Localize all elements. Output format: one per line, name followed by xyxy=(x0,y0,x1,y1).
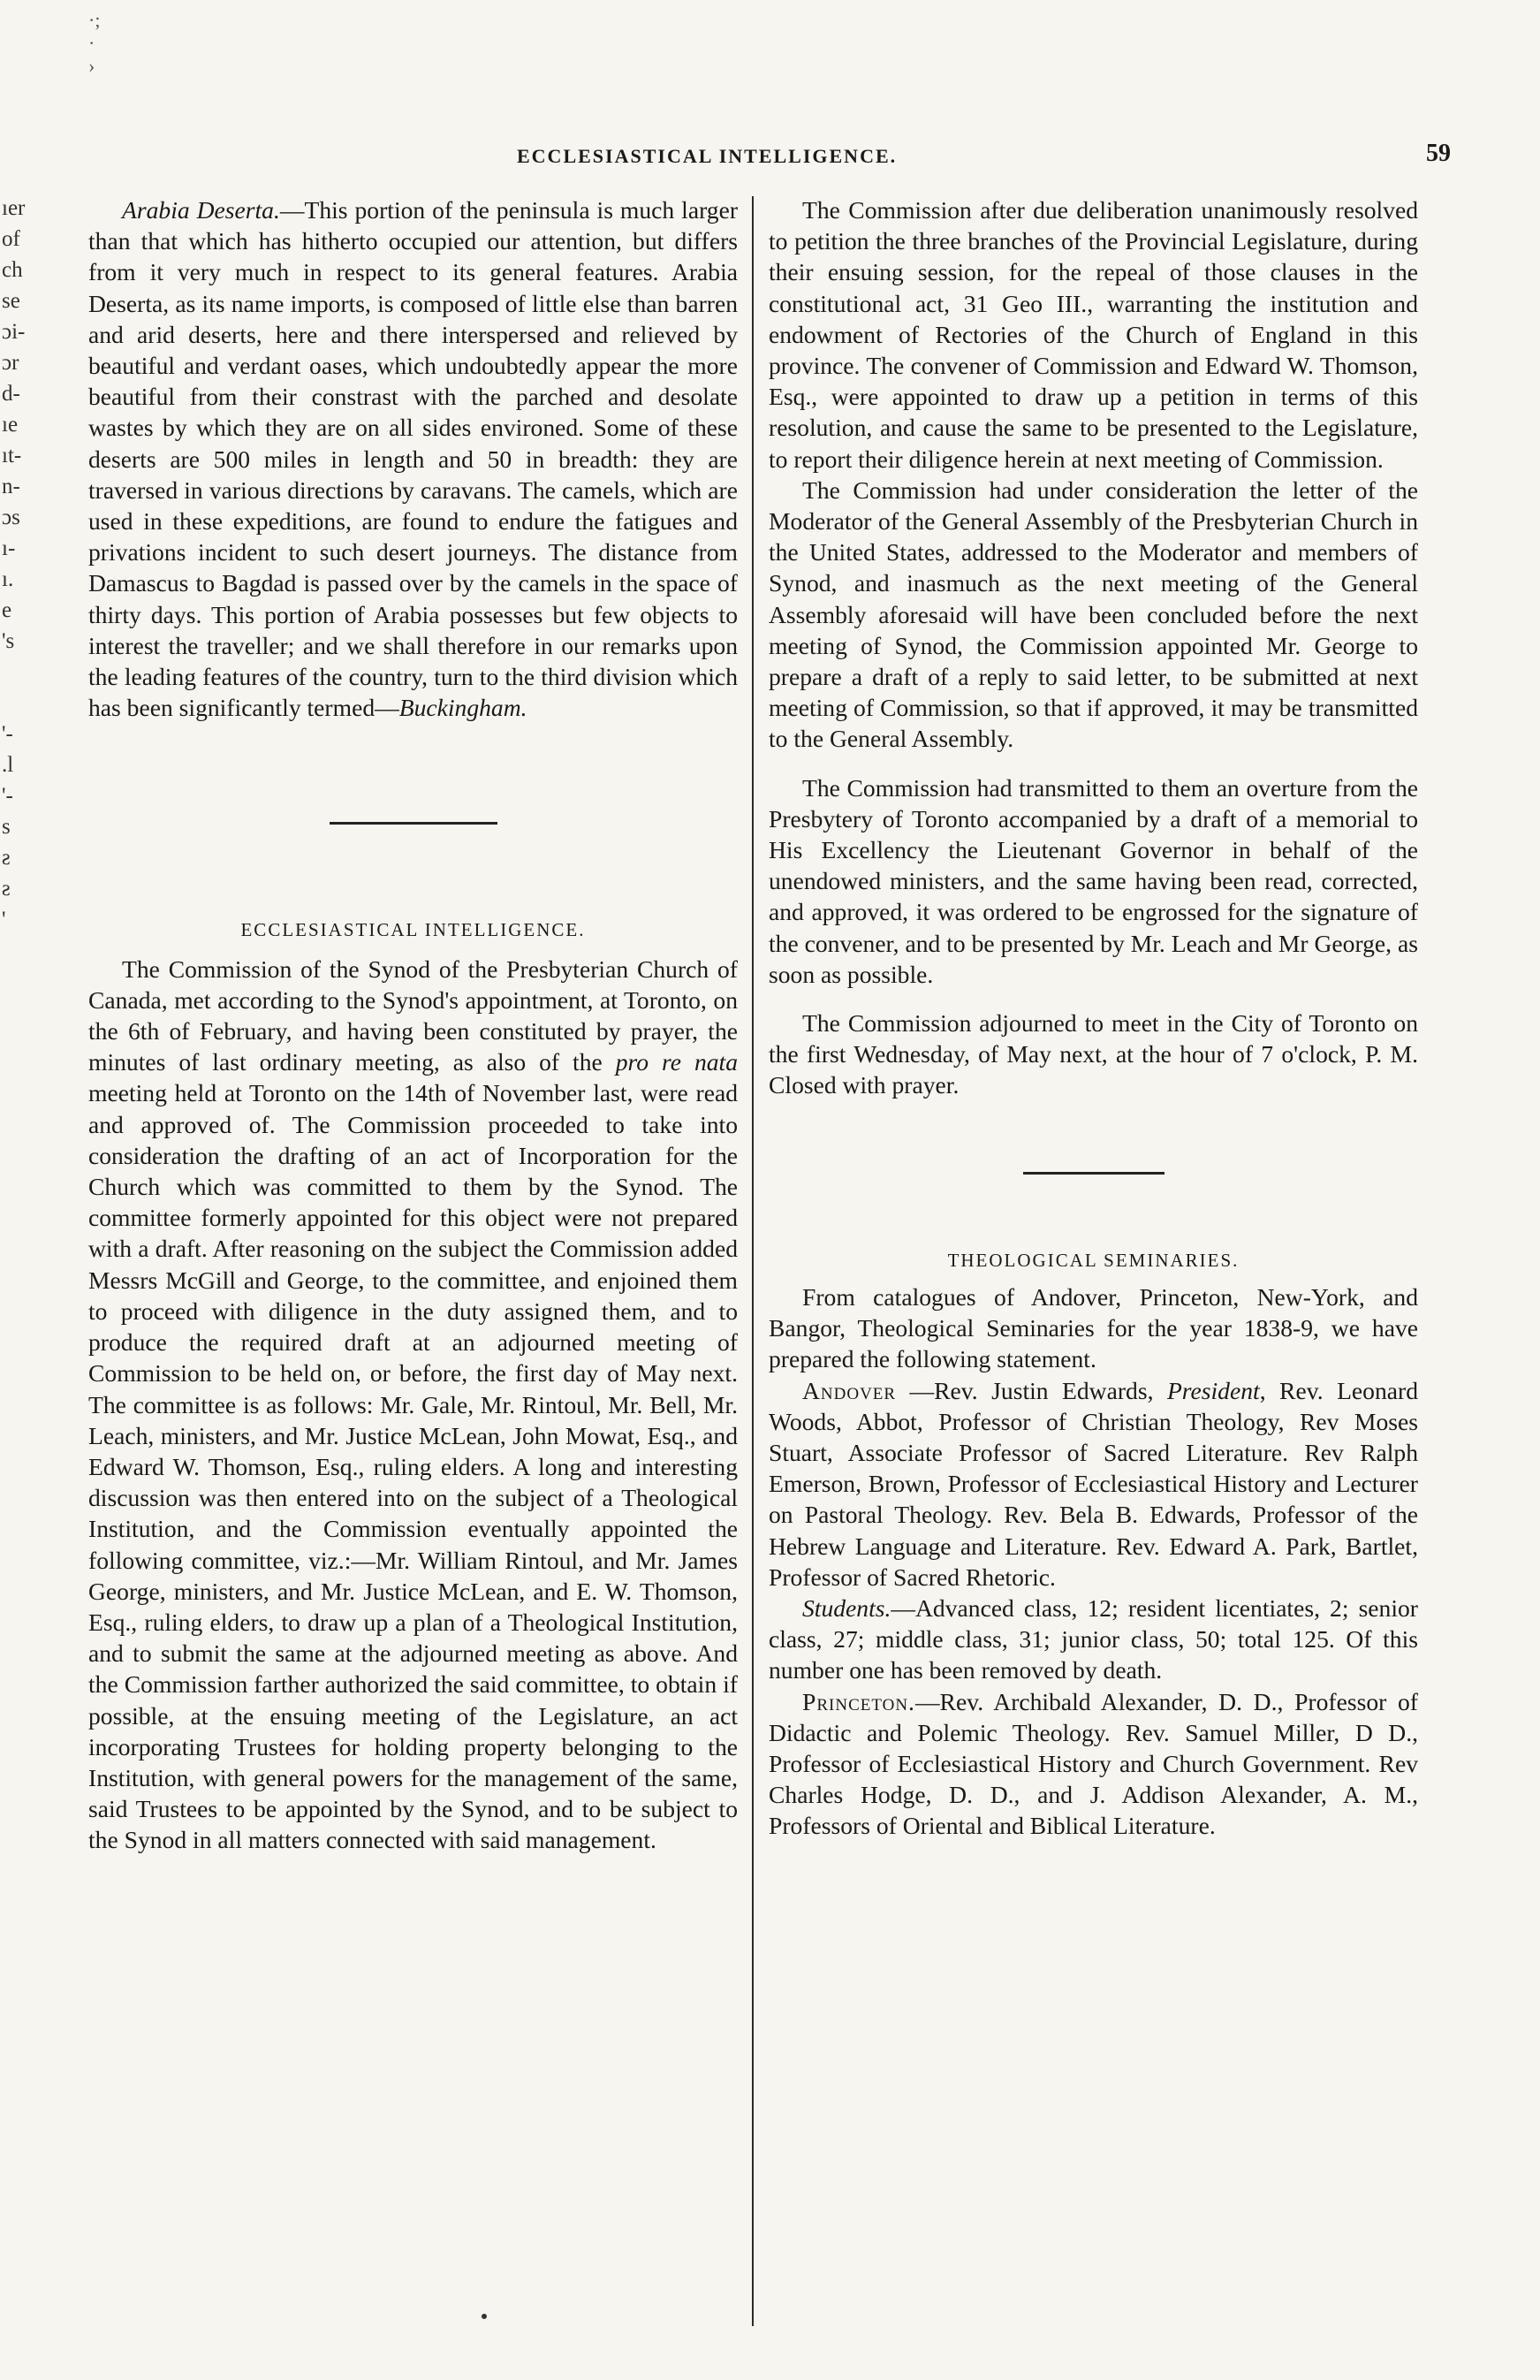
petition-paragraph: The Commission after due deliberation unanimously resolved to petition the three branches of the Provincial Legislature, during their ensuing session, for the repeal of those clauses in the constitutional act, 31 Geo III., warranting the institution and endowment of Rectories of the Church of England in this province. The convener of Commission and Edward W. Thomson, Esq., were appointed to draw up a petition in terms of this resolution, and cause the same to be presented to the Legislature, to report their diligence herein at next meeting of Commission. xyxy=(769,196,1418,473)
running-head: ECCLESIASTICAL INTELLIGENCE. xyxy=(517,145,898,167)
margin-fragment: ıt- xyxy=(2,444,22,468)
margin-fragment: ɔs xyxy=(2,506,20,529)
margin-fragment: ı- xyxy=(2,536,16,560)
section-title-seminaries: THEOLOGICAL SEMINARIES. xyxy=(947,1249,1240,1271)
andover-label: Andover xyxy=(802,1376,897,1404)
top-mark: · xyxy=(88,32,95,54)
margin-fragment: ch xyxy=(2,258,23,282)
margin-fragment: 's xyxy=(2,629,15,653)
commission-text-a: The Commission of the Synod of the Presbyterian Church of Canada, met according to the Synod's appointment, at Toronto, on the 6th of February, and having been constituted by prayer, the minutes of last ordinary meeting, as also of the xyxy=(88,954,738,1076)
adjournment-paragraph: The Commission adjourned to meet in the City of Toronto on the first Wednesday, of May next, at the hour of 7 o'clock, P. M. Closed with prayer. xyxy=(769,1009,1418,1099)
top-margin-marks xyxy=(88,9,100,78)
margin-fragment: ıe xyxy=(2,413,19,437)
bottom-mark xyxy=(482,2314,487,2319)
column-divider xyxy=(752,196,754,2326)
princeton-paragraph xyxy=(769,1686,1418,1842)
students-text: —Advanced class, 12; resident licentiates, 2; senior class, 27; middle class, 31; junior class, 50; total 125. Of this number one has been removed by death. xyxy=(769,1593,1418,1684)
seminaries-intro: From catalogues of Andover, Princeton, New-York, and Bangor, Theological Seminaries for the year 1838-9, we have prepared the following statement. xyxy=(769,1282,1418,1373)
andover-text-a: —Rev. Justin Edwards, xyxy=(896,1376,1167,1404)
margin-fragment xyxy=(2,966,27,997)
margin-fragment: ıer xyxy=(2,196,26,220)
margin-fragment: of xyxy=(2,227,20,251)
margin-fragment: se xyxy=(2,289,20,313)
princeton-label: Princeton. xyxy=(802,1687,915,1715)
margin-fragment: e xyxy=(2,598,12,622)
margin-fragment xyxy=(2,657,27,688)
moderator-letter-paragraph: The Commission had under consideration the letter of the Moderator of the General Assembly of the Presbyterian Church in the United States, addressed to the Moderator and members of Synod, and inasmuch as the next meeting of the General Assembly aforesaid will have been concluded before the next meeting of Synod, the Commission appointed Mr. George to prepare a draft of a reply to said letter, to be submitted at next meeting of Commission, so that if approved, it may be transmitted to the General Assembly. xyxy=(769,475,1418,753)
commission-paragraph xyxy=(88,954,738,1856)
margin-fragment: .l xyxy=(2,753,14,777)
andover-paragraph xyxy=(769,1375,1418,1593)
margin-fragment: ı. xyxy=(2,567,14,591)
margin-fragment: s xyxy=(2,815,11,839)
margin-fragment: ɔi- xyxy=(2,320,26,344)
pro-re-nata: pro re nata xyxy=(615,1048,739,1076)
page-number: 59 xyxy=(1426,140,1451,167)
margin-fragment: n- xyxy=(2,475,20,498)
overture-paragraph: The Commission had transmitted to them an overture from the Presbytery of Toronto accompanied by a draft of a memorial to His Excellency the Lieutenant Governor in behalf of the unendowed ministers, and the same having been read, corrected, and approved, it was ordered to be engrossed for the signature of the convener, and to be presented by Mr. Leach and Mr George, as soon as possible. xyxy=(769,773,1418,988)
top-mark: ·; xyxy=(88,9,101,31)
arabia-text: —This portion of the peninsula is much larger than that which has hitherto occupied our attention, but differs from it very much in respect to its general features. Arabia Deserta, as its name imports, is composed of little else than barren and arid deserts, here and there interspersed and relieved by beautiful and verdant oases, which undoubtedly appear the more beautiful from their constrast with the parched and desolate wastes by which they are on all sides environed. Some of these deserts are 500 miles in length and 50 in breadth: they are traversed in various directions by caravans. The camels, which are used in these expeditions, are found to endure the fatigues and privations incident to such desert journeys. The distance from Damascus to Bagdad is passed over by the camels in the space of thirty days. This portion of Arabia possesses but few objects to interest the traveller; and we shall therefore in our remarks upon the leading features of the country, turn to the third division which has been significantly termed— xyxy=(88,196,739,722)
margin-fragments xyxy=(2,193,27,997)
margin-fragment: '- xyxy=(2,784,13,808)
left-column xyxy=(88,194,738,1856)
andover-president: President xyxy=(1166,1376,1260,1404)
margin-fragment: ƨ xyxy=(2,846,11,870)
margin-fragment: d- xyxy=(2,382,20,406)
princeton-text: —Rev. Archibald Alexander, D. D., Professor of Didactic and Polemic Theology. Rev. Samuel Miller, D D., Professor of Ecclesiastical History and Church Government. Rev Charles Hodge, D. D., and J. Addison Alexander, A. M., Professors of Oriental and Biblical Literature. xyxy=(769,1687,1418,1840)
arabia-end: Buckingham. xyxy=(398,694,527,722)
margin-fragment: ' xyxy=(2,908,6,931)
margin-fragment: ƨ xyxy=(2,877,11,901)
page-header xyxy=(0,140,1540,175)
margin-fragment xyxy=(2,935,27,966)
top-mark: › xyxy=(88,55,95,77)
section-title-ecclesiastical: ECCLESIASTICAL INTELLIGENCE. xyxy=(240,919,586,941)
margin-fragment: ɔr xyxy=(2,351,19,375)
margin-fragment: '- xyxy=(2,722,13,746)
arabia-paragraph xyxy=(88,194,738,723)
margin-fragment xyxy=(2,688,27,719)
students-label: Students. xyxy=(802,1593,891,1622)
arabia-label: Arabia Deserta. xyxy=(122,196,280,224)
commission-text-b: meeting held at Toronto on the 14th of November last, were read and approved of. The Commission proceeded to take into consideration the drafting of an act of Incorporation for the Church which was committed to them by the Synod. The committee formerly appointed for this object were not prepared with a draft. After reasoning on the subject the Commission added Messrs McGill and George, to the committee, and enjoined them to proceed with diligence in the duty assigned them, and to produce the required draft at an adjourned meeting of Commission to be held on, or before, the first day of May next. The committee is as follows: Mr. Gale, Mr. Rintoul, Mr. Bell, Mr. Leach, ministers, and Mr. Justice McLean, John Mowat, Esq., and Edward W. Thomson, Esq., ruling elders. A long and interesting discussion was then entered into on the subject of a Theological Institution, and the Commission eventually appointed the following committee, viz.:—Mr. William Rintoul, and Mr. James George, ministers, and Mr. Justice McLean, and E. W. Thomson, Esq., ruling elders, to draw up a plan of a Theological Institution, and to submit the same at the adjourned meeting as above. And the Commission farther authorized the said committee, to obtain if possible, at the ensuing meeting of the Legislature, an act incorporating Trustees for holding property belonging to the Institution, with general powers for the management of the same, said Trustees to be appointed by the Synod, and to be subject to the Synod in all matters connected with said management. xyxy=(88,1079,738,1854)
students-paragraph xyxy=(769,1593,1418,1686)
andover-text-b: , Rev. Leonard Woods, Abbot, Professor of Christian Theology, Rev Moses Stuart, Associate Professor of Sacred Literature. Rev Ralph Emerson, Brown, Professor of Ecclesiastical History and Lecturer on Pastoral Theology. Rev. Bela B. Edwards, Professor of the Hebrew Language and Literature. Rev. Edward A. Park, Bartlet, Professor of Sacred Rhetoric. xyxy=(769,1376,1418,1591)
right-column xyxy=(769,194,1418,1842)
